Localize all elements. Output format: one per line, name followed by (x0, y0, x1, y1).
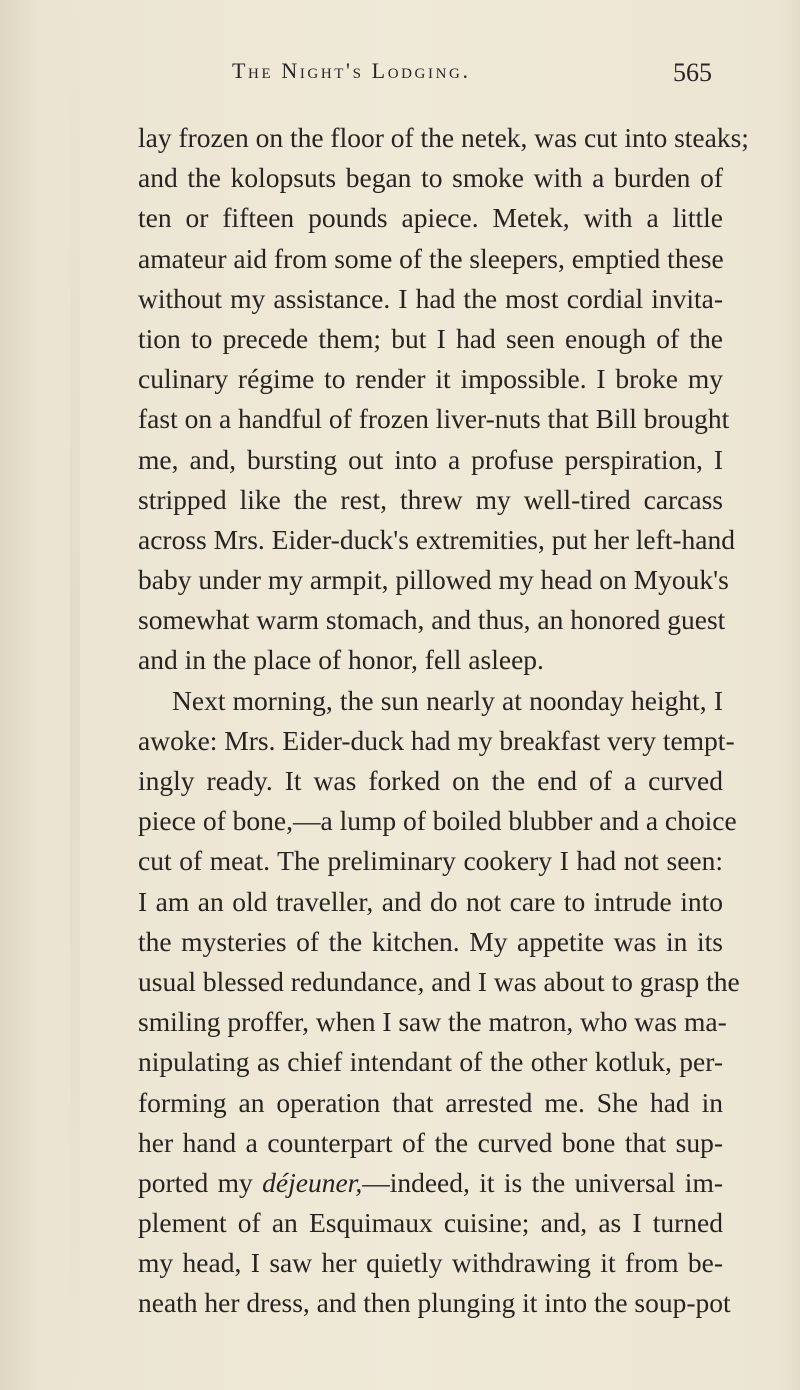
text-line: forming an operation that arrested me. She had in (138, 1086, 723, 1118)
text-line: baby under my armpit, pillowed my head on Myouk's (138, 564, 729, 596)
page-header (232, 58, 712, 98)
text-line: my head, I saw her quietly withdrawing it from be- (138, 1247, 723, 1279)
italic-word: déjeuner, (262, 1166, 363, 1198)
text-line: neath her dress, and then plunging it into the soup-pot (138, 1287, 731, 1319)
text-line: Next morning, the sun nearly at noonday height, I (172, 684, 723, 716)
text-line: her hand a counterpart of the curved bone that sup- (138, 1126, 723, 1158)
text-line: ingly ready. It was forked on the end of a curved (138, 765, 723, 796)
text-line: stripped like the rest, threw my well-tired carcass (138, 483, 723, 515)
text-fragment: ported my (138, 1166, 263, 1198)
text-line-mixed (138, 1203, 723, 1243)
text-line: and the kolopsuts began to smoke with a burden of (138, 162, 723, 194)
text-line: without my assistance. I had the most cordial invita- (138, 282, 723, 314)
running-title: The Night's Lodging. (232, 58, 471, 83)
text-line: and in the place of honor, fell asleep. (138, 644, 544, 676)
text-line: the mysteries of the kitchen. My appetite was in its (138, 925, 723, 957)
text-line: fast on a handful of frozen liver-nuts that Bill brought (138, 403, 730, 435)
body-text (138, 118, 749, 1324)
text-line: nipulating as chief intendant of the other kotluk, per- (138, 1046, 723, 1078)
text-line: awoke: Mrs. Eider-duck had my breakfast very tempt- (138, 724, 735, 756)
text-fragment: plement (138, 1207, 227, 1239)
text-line: tion to precede them; but I had seen enough of the (138, 322, 723, 354)
text-line: amateur aid from some of the sleepers, emptied these (138, 242, 724, 274)
text-fragment: —indeed, it is the universal im- (362, 1166, 723, 1198)
text-line: ten or fifteen pounds apiece. Metek, with a little (138, 202, 723, 234)
text-line: smiling proffer, when I saw the matron, who was ma- (138, 1006, 727, 1038)
text-line: I am an old traveller, and do not care to intrude into (138, 885, 723, 917)
text-line: piece of bone,—a lump of boiled blubber and a choice (138, 805, 737, 837)
text-line: lay frozen on the floor of the netek, was cut into steaks; (138, 122, 749, 153)
text-line: culinary régime to render it impossible. I broke my (138, 363, 723, 395)
text-line: me, and, bursting out into a profuse perspiration, I (138, 443, 723, 475)
page-number: 565 (673, 58, 712, 87)
text-line: usual blessed redundance, and I was about to grasp the (138, 965, 740, 997)
scan-shadow (70, 0, 80, 1390)
text-line-mixed (138, 1163, 723, 1203)
text-fragment: of an Esquimaux cuisine; and, as I turned (237, 1207, 723, 1239)
text-line: across Mrs. Eider-duck's extremities, put her left-hand (138, 523, 735, 555)
text-line: cut of meat. The preliminary cookery I had not seen: (138, 845, 723, 877)
text-line: somewhat warm stomach, and thus, an honored guest (138, 604, 726, 636)
